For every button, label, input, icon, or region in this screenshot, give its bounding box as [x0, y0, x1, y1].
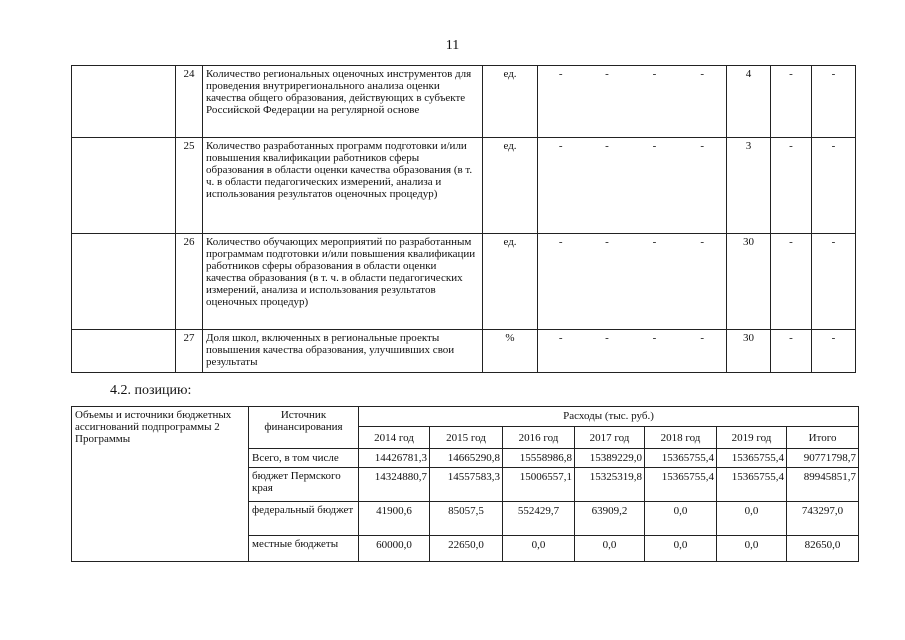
- indicator-value: -: [771, 234, 812, 330]
- indicator-value: -: [812, 234, 856, 330]
- indicator-value: 30: [727, 234, 771, 330]
- section-heading: 4.2. позицию:: [110, 383, 192, 398]
- finance-source: Всего, в том числе: [249, 449, 359, 468]
- indicators-table: [71, 65, 856, 373]
- indicator-value: -: [679, 234, 727, 330]
- indicator-value: -: [584, 330, 631, 373]
- indicator-value: -: [771, 330, 812, 373]
- finance-value: 89945851,7: [787, 468, 859, 502]
- indicator-value: -: [631, 234, 679, 330]
- finance-source: бюджет Пермского края: [249, 468, 359, 502]
- finance-value: 0,0: [717, 502, 787, 536]
- finance-value: 15006557,1: [503, 468, 575, 502]
- finance-value: 15365755,4: [717, 468, 787, 502]
- indicator-value: -: [771, 138, 812, 234]
- indicator-value: -: [631, 138, 679, 234]
- finance-value: 14665290,8: [430, 449, 503, 468]
- finance-value: 15365755,4: [645, 468, 717, 502]
- page-number: 11: [445, 38, 460, 53]
- indicator-value: -: [812, 66, 856, 138]
- finance-value: 14557583,3: [430, 468, 503, 502]
- indicator-value: 30: [727, 330, 771, 373]
- expenses-header: Расходы (тыс. руб.): [359, 407, 859, 427]
- finance-value: 14324880,7: [359, 468, 430, 502]
- empty-cell: [72, 66, 176, 138]
- indicator-value: -: [679, 66, 727, 138]
- year-header: 2014 год: [359, 427, 430, 449]
- finance-value: 0,0: [645, 502, 717, 536]
- indicator-text: Количество разработанных программ подготовки и/или повышения квалификации работников сферы образования в области оценки качества образования (в т. ч. в области педагогических измерений, анализа и использования результатов оценочных процедур): [203, 138, 483, 234]
- finance-source: федеральный бюджет: [249, 502, 359, 536]
- year-header: 2017 год: [575, 427, 645, 449]
- finance-value: 0,0: [717, 536, 787, 562]
- indicator-value: -: [584, 234, 631, 330]
- year-header: 2015 год: [430, 427, 503, 449]
- year-header: 2016 год: [503, 427, 575, 449]
- finance-value: 82650,0: [787, 536, 859, 562]
- finance-value: 15389229,0: [575, 449, 645, 468]
- indicator-value: 3: [727, 138, 771, 234]
- indicator-value: -: [538, 66, 584, 138]
- finance-value: 552429,7: [503, 502, 575, 536]
- finance-value: 60000,0: [359, 536, 430, 562]
- finance-header-row: [72, 407, 859, 427]
- indicator-unit: ед.: [483, 138, 538, 234]
- finance-value: 85057,5: [430, 502, 503, 536]
- indicator-value: -: [631, 66, 679, 138]
- finance-value: 14426781,3: [359, 449, 430, 468]
- source-header: Источник финансирования: [249, 407, 359, 449]
- indicator-number: 25: [176, 138, 203, 234]
- finance-row-label: Объемы и источники бюджетных ассигнований подпрограммы 2 Программы: [72, 407, 249, 562]
- year-header: 2019 год: [717, 427, 787, 449]
- indicator-text: Доля школ, включенных в региональные проекты повышения качества образования, улучшивших свои результаты: [203, 330, 483, 373]
- indicator-text: Количество региональных оценочных инструментов для проведения внутрирегионального анализа оценки качества общего образования, действующих в субъекте Российской Федерации на регулярной основе: [203, 66, 483, 138]
- indicator-text: Количество обучающих мероприятий по разработанным программам подготовки и/или повышения квалификации работников сферы образования в области оценки качества образования (в т. ч. в области педагогических измерений, анализа и использования результатов оценочных процедур): [203, 234, 483, 330]
- indicator-value: -: [538, 138, 584, 234]
- total-header: Итого: [787, 427, 859, 449]
- indicator-unit: %: [483, 330, 538, 373]
- indicator-number: 24: [176, 66, 203, 138]
- empty-cell: [72, 138, 176, 234]
- finance-value: 0,0: [575, 536, 645, 562]
- indicator-unit: ед.: [483, 66, 538, 138]
- indicator-value: -: [538, 330, 584, 373]
- indicator-value: -: [584, 66, 631, 138]
- indicator-value: -: [631, 330, 679, 373]
- indicator-unit: ед.: [483, 234, 538, 330]
- finance-value: 41900,6: [359, 502, 430, 536]
- indicator-row: [72, 330, 856, 373]
- indicator-value: 4: [727, 66, 771, 138]
- indicator-number: 26: [176, 234, 203, 330]
- finance-value: 15365755,4: [717, 449, 787, 468]
- indicator-row: [72, 234, 856, 330]
- indicator-value: -: [771, 66, 812, 138]
- indicator-value: -: [812, 138, 856, 234]
- finance-value: 90771798,7: [787, 449, 859, 468]
- indicator-row: [72, 66, 856, 138]
- finance-value: 15365755,4: [645, 449, 717, 468]
- finance-value: 743297,0: [787, 502, 859, 536]
- finance-value: 15325319,8: [575, 468, 645, 502]
- year-header: 2018 год: [645, 427, 717, 449]
- indicator-value: -: [584, 138, 631, 234]
- indicator-value: -: [679, 330, 727, 373]
- finance-value: 0,0: [503, 536, 575, 562]
- finance-table: [71, 406, 859, 562]
- indicator-value: -: [812, 330, 856, 373]
- indicator-value: -: [538, 234, 584, 330]
- finance-value: 15558986,8: [503, 449, 575, 468]
- empty-cell: [72, 234, 176, 330]
- finance-value: 0,0: [645, 536, 717, 562]
- finance-value: 63909,2: [575, 502, 645, 536]
- finance-value: 22650,0: [430, 536, 503, 562]
- finance-source: местные бюджеты: [249, 536, 359, 562]
- indicator-value: -: [679, 138, 727, 234]
- indicator-number: 27: [176, 330, 203, 373]
- empty-cell: [72, 330, 176, 373]
- indicator-row: [72, 138, 856, 234]
